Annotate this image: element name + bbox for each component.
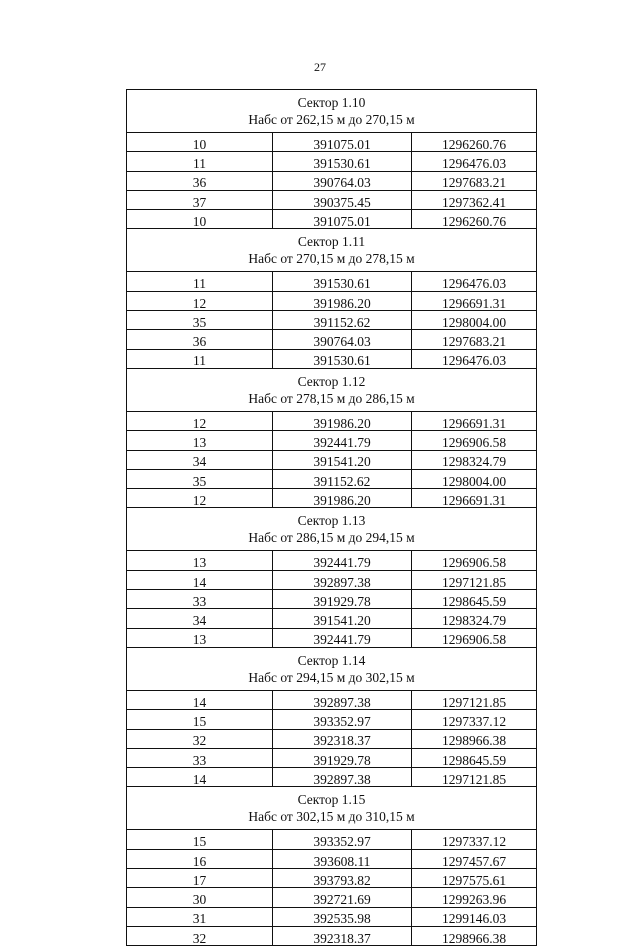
table-row: [127, 907, 537, 926]
y-coordinate-cell: 1298324.79: [412, 609, 537, 628]
y-coordinate-cell: 1297683.21: [412, 330, 537, 349]
y-coordinate-cell: 1298004.00: [412, 469, 537, 488]
x-coordinate-cell: 392441.79: [273, 551, 412, 570]
table-row: [127, 152, 537, 171]
point-number-cell: 11: [127, 349, 273, 368]
sector-header: [127, 508, 537, 551]
x-coordinate-cell: 391986.20: [273, 291, 412, 310]
y-coordinate-cell: 1298966.38: [412, 926, 537, 945]
x-coordinate-cell: 391541.20: [273, 609, 412, 628]
point-number-cell: 34: [127, 450, 273, 469]
table-row: [127, 551, 537, 570]
y-coordinate-cell: 1297362.41: [412, 190, 537, 209]
y-coordinate-cell: 1297121.85: [412, 690, 537, 709]
table-row: [127, 469, 537, 488]
x-coordinate-cell: 391075.01: [273, 133, 412, 152]
sector-coordinates-table: [126, 89, 537, 946]
x-coordinate-cell: 391929.78: [273, 590, 412, 609]
table-row: [127, 926, 537, 945]
point-number-cell: 12: [127, 489, 273, 508]
sector-header: [127, 647, 537, 690]
y-coordinate-cell: 1296906.58: [412, 628, 537, 647]
y-coordinate-cell: 1299263.96: [412, 888, 537, 907]
y-coordinate-cell: 1298324.79: [412, 450, 537, 469]
point-number-cell: 13: [127, 551, 273, 570]
sector-name: Сектор 1.13: [297, 513, 366, 529]
point-number-cell: 11: [127, 152, 273, 171]
y-coordinate-cell: 1297457.67: [412, 849, 537, 868]
sector-name: Сектор 1.12: [297, 373, 366, 389]
table-row: [127, 690, 537, 709]
x-coordinate-cell: 391986.20: [273, 411, 412, 430]
table-row: [127, 431, 537, 450]
point-number-cell: 33: [127, 590, 273, 609]
table-row: [127, 849, 537, 868]
point-number-cell: 37: [127, 190, 273, 209]
sector-header-row: [127, 787, 537, 830]
point-number-cell: 36: [127, 171, 273, 190]
x-coordinate-cell: 392318.37: [273, 729, 412, 748]
point-number-cell: 10: [127, 133, 273, 152]
x-coordinate-cell: 391929.78: [273, 748, 412, 767]
x-coordinate-cell: 393608.11: [273, 849, 412, 868]
table-row: [127, 489, 537, 508]
table-row: [127, 748, 537, 767]
table-row: [127, 133, 537, 152]
y-coordinate-cell: 1297121.85: [412, 570, 537, 589]
y-coordinate-cell: 1296260.76: [412, 133, 537, 152]
point-number-cell: 17: [127, 869, 273, 888]
point-number-cell: 32: [127, 926, 273, 945]
table-row: [127, 710, 537, 729]
y-coordinate-cell: 1299146.03: [412, 907, 537, 926]
x-coordinate-cell: 392318.37: [273, 926, 412, 945]
sector-elevation-range: Набс от 302,15 м до 310,15 м: [248, 809, 415, 825]
table-row: [127, 729, 537, 748]
x-coordinate-cell: 391530.61: [273, 152, 412, 171]
y-coordinate-cell: 1296260.76: [412, 210, 537, 229]
point-number-cell: 32: [127, 729, 273, 748]
x-coordinate-cell: 391986.20: [273, 489, 412, 508]
x-coordinate-cell: 392441.79: [273, 628, 412, 647]
point-number-cell: 12: [127, 411, 273, 430]
y-coordinate-cell: 1298645.59: [412, 748, 537, 767]
table-row: [127, 888, 537, 907]
y-coordinate-cell: 1297575.61: [412, 869, 537, 888]
point-number-cell: 14: [127, 570, 273, 589]
table-row: [127, 190, 537, 209]
x-coordinate-cell: 390375.45: [273, 190, 412, 209]
table-row: [127, 570, 537, 589]
y-coordinate-cell: 1296691.31: [412, 291, 537, 310]
y-coordinate-cell: 1296906.58: [412, 431, 537, 450]
sector-name: Сектор 1.11: [297, 234, 366, 250]
x-coordinate-cell: 391530.61: [273, 349, 412, 368]
table-row: [127, 450, 537, 469]
page-number: 27: [314, 60, 326, 74]
x-coordinate-cell: 391075.01: [273, 210, 412, 229]
x-coordinate-cell: 393793.82: [273, 869, 412, 888]
x-coordinate-cell: 390764.03: [273, 171, 412, 190]
sector-elevation-range: Набс от 294,15 м до 302,15 м: [248, 669, 415, 685]
x-coordinate-cell: 391541.20: [273, 450, 412, 469]
sector-header: [127, 229, 537, 272]
y-coordinate-cell: 1296476.03: [412, 152, 537, 171]
y-coordinate-cell: 1298645.59: [412, 590, 537, 609]
sector-name: Сектор 1.10: [297, 95, 366, 110]
x-coordinate-cell: 392897.38: [273, 768, 412, 787]
sector-name: Сектор 1.15: [297, 792, 366, 808]
point-number-cell: 14: [127, 768, 273, 787]
table-row: [127, 830, 537, 849]
sector-header: [127, 787, 537, 830]
sector-header-row: [127, 90, 537, 133]
table-row: [127, 768, 537, 787]
table-row: [127, 590, 537, 609]
table-row: [127, 609, 537, 628]
x-coordinate-cell: 391152.62: [273, 469, 412, 488]
point-number-cell: 36: [127, 330, 273, 349]
x-coordinate-cell: 392897.38: [273, 570, 412, 589]
point-number-cell: 13: [127, 628, 273, 647]
y-coordinate-cell: 1297121.85: [412, 768, 537, 787]
x-coordinate-cell: 393352.97: [273, 710, 412, 729]
sector-elevation-range: Набс от 270,15 м до 278,15 м: [248, 251, 415, 267]
table-row: [127, 291, 537, 310]
y-coordinate-cell: 1296691.31: [412, 489, 537, 508]
point-number-cell: 30: [127, 888, 273, 907]
table-row: [127, 171, 537, 190]
point-number-cell: 11: [127, 272, 273, 291]
point-number-cell: 10: [127, 210, 273, 229]
point-number-cell: 35: [127, 469, 273, 488]
sector-elevation-range: Набс от 286,15 м до 294,15 м: [248, 530, 415, 546]
sector-name: Сектор 1.14: [297, 652, 366, 668]
y-coordinate-cell: 1296906.58: [412, 551, 537, 570]
point-number-cell: 33: [127, 748, 273, 767]
x-coordinate-cell: 393352.97: [273, 830, 412, 849]
sector-elevation-range: Набс от 278,15 м до 286,15 м: [248, 390, 415, 406]
table-row: [127, 210, 537, 229]
x-coordinate-cell: 390764.03: [273, 330, 412, 349]
x-coordinate-cell: 392721.69: [273, 888, 412, 907]
y-coordinate-cell: 1297337.12: [412, 830, 537, 849]
y-coordinate-cell: 1296691.31: [412, 411, 537, 430]
y-coordinate-cell: 1297683.21: [412, 171, 537, 190]
table-row: [127, 311, 537, 330]
point-number-cell: 14: [127, 690, 273, 709]
x-coordinate-cell: 392897.38: [273, 690, 412, 709]
table-row: [127, 869, 537, 888]
x-coordinate-cell: 391530.61: [273, 272, 412, 291]
table-row: [127, 628, 537, 647]
x-coordinate-cell: 392535.98: [273, 907, 412, 926]
point-number-cell: 15: [127, 830, 273, 849]
y-coordinate-cell: 1297337.12: [412, 710, 537, 729]
point-number-cell: 12: [127, 291, 273, 310]
sector-header-row: [127, 229, 537, 272]
table-row: [127, 330, 537, 349]
table-row: [127, 349, 537, 368]
point-number-cell: 15: [127, 710, 273, 729]
sector-header: [127, 90, 537, 133]
point-number-cell: 13: [127, 431, 273, 450]
y-coordinate-cell: 1296476.03: [412, 349, 537, 368]
table-row: [127, 411, 537, 430]
point-number-cell: 35: [127, 311, 273, 330]
sector-header-row: [127, 647, 537, 690]
point-number-cell: 31: [127, 907, 273, 926]
x-coordinate-cell: 391152.62: [273, 311, 412, 330]
sector-header: [127, 368, 537, 411]
y-coordinate-cell: 1298004.00: [412, 311, 537, 330]
x-coordinate-cell: 392441.79: [273, 431, 412, 450]
table-row: [127, 272, 537, 291]
y-coordinate-cell: 1296476.03: [412, 272, 537, 291]
y-coordinate-cell: 1298966.38: [412, 729, 537, 748]
point-number-cell: 16: [127, 849, 273, 868]
sector-header-row: [127, 508, 537, 551]
sector-header-row: [127, 368, 537, 411]
point-number-cell: 34: [127, 609, 273, 628]
sector-elevation-range: Набс от 262,15 м до 270,15 м: [248, 112, 415, 127]
